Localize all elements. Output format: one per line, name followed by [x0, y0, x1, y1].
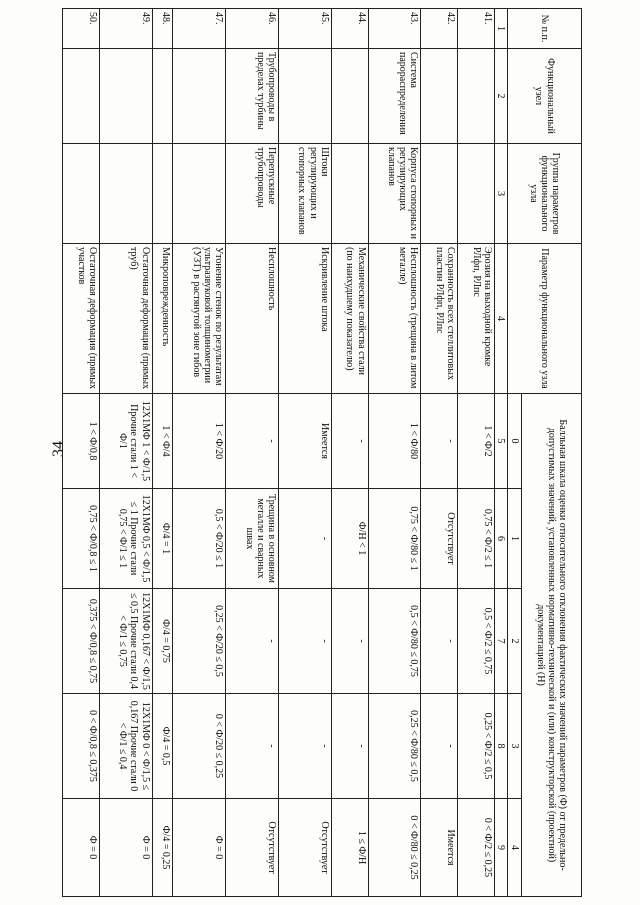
row-index: 42.: [421, 9, 458, 49]
row-group: Корпуса стопорных и регулирующих клапанов: [368, 144, 421, 244]
row-group: [152, 144, 173, 244]
col-num-4: 4: [494, 244, 507, 394]
row-node: Система парораспределения: [368, 49, 421, 144]
column-number-row: [494, 9, 507, 897]
row-score-0: 1 < Ф/0,8: [63, 394, 100, 489]
row-score-0: -: [331, 394, 368, 489]
row-parameter: Остаточная деформация (прямых труб): [99, 244, 152, 394]
row-node: [173, 49, 226, 144]
row-score-3: -: [331, 694, 368, 799]
row-score-1: Трещина в основном металле и сварных швах: [226, 489, 279, 589]
row-score-1: -: [278, 489, 331, 589]
col-num-2: 2: [494, 49, 507, 144]
row-score-0: -: [226, 394, 279, 489]
table-container: [62, 8, 582, 896]
row-score-4: Имеется: [421, 799, 458, 897]
row-index: 48.: [152, 9, 173, 49]
row-score-3: 12Х1МФ 0 < Ф/1,5 ≤ 0,167 Прочие стали 0 < Ф/1 ≤ 0,4: [99, 694, 152, 799]
row-score-3: -: [421, 694, 458, 799]
row-score-4: Отсутствует: [226, 799, 279, 897]
table-row: [278, 9, 331, 897]
header-index: № п.п.: [507, 9, 581, 49]
row-score-3: Ф/4 = 0,5: [152, 694, 173, 799]
row-index: 43.: [368, 9, 421, 49]
row-parameter: Остаточная деформация (прямых участков: [63, 244, 100, 394]
row-score-4: Ф = 0: [173, 799, 226, 897]
row-score-0: 1 < Ф/2: [458, 394, 495, 489]
row-score-2: 12Х1МФ 0,167 < Ф/1,5 ≤ 0,5 Прочие стали 0,4 < Ф/1 ≤ 0,75: [99, 589, 152, 694]
table-row: [331, 9, 368, 897]
col-num-5: 5: [494, 394, 507, 489]
row-parameter: Несплошность (трещина в литом металле): [368, 244, 421, 394]
row-group: [63, 144, 100, 244]
row-score-2: -: [421, 589, 458, 694]
row-score-0: -: [421, 394, 458, 489]
row-score-3: -: [278, 694, 331, 799]
row-score-4: 0 < Ф/80 ≤ 0,25: [368, 799, 421, 897]
row-index: 44.: [331, 9, 368, 49]
header-scale-title: Балльная шкала оценки относительного отклонения фактических значений параметров (Ф) от предельно-допустимых значений, установленных нормативно-технической и (или) конструкторской (проектной) документацией (Н): [522, 394, 582, 897]
table-row: [173, 9, 226, 897]
row-index: 41.: [458, 9, 495, 49]
row-index: 47.: [173, 9, 226, 49]
row-group: Штоки регулирующих и стопорных клапанов: [278, 144, 331, 244]
row-score-2: 0,5 < Ф/2 ≤ 0,75: [458, 589, 495, 694]
table-row: [458, 9, 495, 897]
header-row: [522, 9, 582, 897]
row-score-4: Ф = 0: [63, 799, 100, 897]
col-num-8: 8: [494, 694, 507, 799]
row-score-2: -: [331, 589, 368, 694]
row-score-0: 12Х1МФ 1 < Ф/1,5 Прочие стали 1 < Ф/1: [99, 394, 152, 489]
row-node: [63, 49, 100, 144]
row-score-3: 0,25 < Ф/2 ≤ 0,5: [458, 694, 495, 799]
row-score-1: 0,5 < Ф/20 ≤ 1: [173, 489, 226, 589]
header-node: Функциональный узел: [507, 49, 581, 144]
row-score-4: Ф/4 = 0,25: [152, 799, 173, 897]
row-parameter: Искривление штока: [278, 244, 331, 394]
row-score-1: 0,75 < Ф/80 ≤ 1: [368, 489, 421, 589]
row-parameter: Микроповрежденность: [152, 244, 173, 394]
row-index: 45.: [278, 9, 331, 49]
row-score-1: Отсутствует: [421, 489, 458, 589]
table-row: [152, 9, 173, 897]
row-parameter: Несплошность: [226, 244, 279, 394]
row-score-2: 0,5 < Ф/80 ≤ 0,75: [368, 589, 421, 694]
row-score-0: 1 < Ф/4: [152, 394, 173, 489]
header-parameter: Параметр функционального узла: [507, 244, 581, 394]
row-index: 49.: [99, 9, 152, 49]
header-score-0: 0: [507, 394, 521, 489]
row-parameter: Утонение стенок по результатам ультразвуковой толщинометрии (УЗТ) в растянутой зоне гибов: [173, 244, 226, 394]
row-score-3: 0 < Ф/20 ≤ 0,25: [173, 694, 226, 799]
row-parameter: Сохранность всех стеллитовых пластин РЛфп, РЛпс: [421, 244, 458, 394]
row-parameter: Эрозия на выходной кромке РЛфп, РЛпс: [458, 244, 495, 394]
row-score-1: 0,75 < Ф/2 ≤ 1: [458, 489, 495, 589]
row-score-4: 1 ≤ Ф/Н: [331, 799, 368, 897]
row-score-3: 0,25 < Ф/80 ≤ 0,5: [368, 694, 421, 799]
rotated-table-area: [62, 8, 582, 896]
row-score-4: 0 < Ф/2 ≤ 0,25: [458, 799, 495, 897]
page-number: 34: [50, 441, 67, 457]
row-score-1: 12Х1МФ 0,5 < Ф/1,5 ≤ 1 Прочие стали 0,75 < Ф/1 ≤ 1: [99, 489, 152, 589]
table-row: [99, 9, 152, 897]
row-score-3: 0 < Ф/0,8 ≤ 0,375: [63, 694, 100, 799]
table-row: [368, 9, 421, 897]
row-score-4: Ф = 0: [99, 799, 152, 897]
table-row: [63, 9, 100, 897]
row-node: Трубопроводы в пределах турбины: [226, 49, 279, 144]
row-score-2: Ф/4 = 0,75: [152, 589, 173, 694]
row-score-1: Ф/4 = 1: [152, 489, 173, 589]
row-node: [99, 49, 152, 144]
row-score-1: Ф/Н < 1: [331, 489, 368, 589]
header-score-4: 4: [507, 799, 521, 897]
header-score-3: 3: [507, 694, 521, 799]
header-group: Группа параметров функционального узла: [507, 144, 581, 244]
row-node: [458, 49, 495, 144]
table-row: [421, 9, 458, 897]
row-score-1: 0,75 < Ф/0,8 ≤ 1: [63, 489, 100, 589]
row-group: [99, 144, 152, 244]
col-num-3: 3: [494, 144, 507, 244]
header-score-2: 2: [507, 589, 521, 694]
row-score-2: -: [278, 589, 331, 694]
row-group: Перепускные трубопроводы: [226, 144, 279, 244]
row-group: [173, 144, 226, 244]
row-score-3: -: [226, 694, 279, 799]
row-index: 46.: [226, 9, 279, 49]
col-num-7: 7: [494, 589, 507, 694]
row-node: [421, 49, 458, 144]
header-score-1: 1: [507, 489, 521, 589]
row-group: [331, 144, 368, 244]
row-index: 50.: [63, 9, 100, 49]
col-num-9: 9: [494, 799, 507, 897]
row-score-2: 0,375 < Ф/0,8 ≤ 0,75: [63, 589, 100, 694]
col-num-1: 1: [494, 9, 507, 49]
row-score-0: 1 < Ф/20: [173, 394, 226, 489]
row-group: [421, 144, 458, 244]
row-score-2: 0,25 < Ф/20 ≤ 0,5: [173, 589, 226, 694]
row-score-0: 1 < Ф/80: [368, 394, 421, 489]
row-node: [278, 49, 331, 144]
row-group: [458, 144, 495, 244]
assessment-table: [62, 8, 582, 897]
row-node: [331, 49, 368, 144]
row-score-2: -: [226, 589, 279, 694]
row-node: [152, 49, 173, 144]
col-num-6: 6: [494, 489, 507, 589]
row-score-4: Отсутствует: [278, 799, 331, 897]
table-row: [226, 9, 279, 897]
row-parameter: Механические свойства стали (по наихудшему показателю): [331, 244, 368, 394]
row-score-0: Имеется: [278, 394, 331, 489]
